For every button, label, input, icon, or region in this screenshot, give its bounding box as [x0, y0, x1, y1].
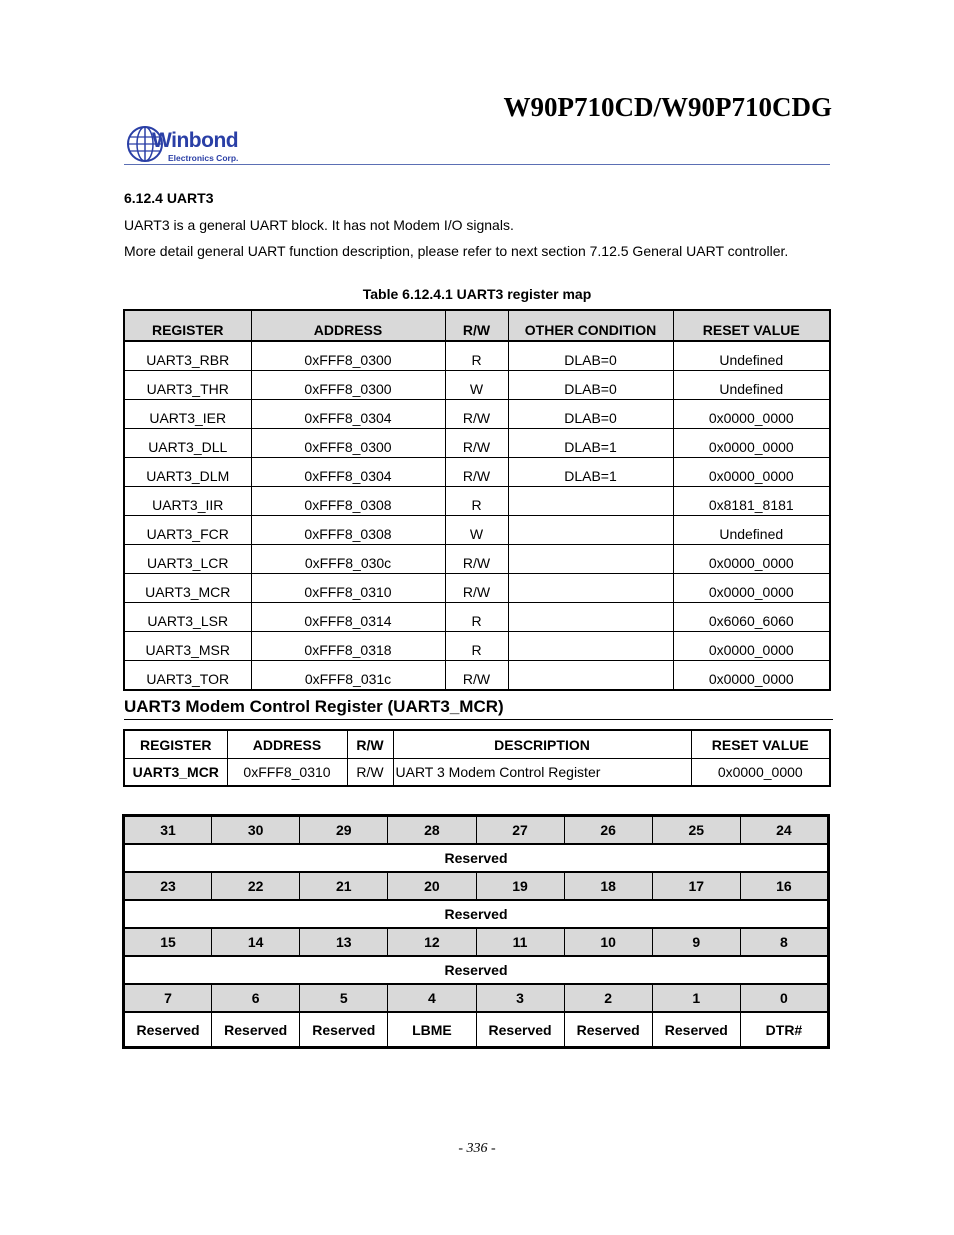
bit-number: 14	[212, 928, 300, 956]
table-row	[124, 545, 830, 574]
cell-rw: R/W	[347, 759, 393, 787]
bit-number-row	[124, 928, 829, 956]
cell-other-condition: DLAB=0	[508, 371, 673, 400]
bit-number: 24	[740, 816, 828, 845]
bit-number: 30	[212, 816, 300, 845]
cell-address: 0xFFF8_0300	[251, 429, 445, 458]
section-heading: 6.12.4 UART3	[124, 190, 214, 206]
bit-number: 12	[388, 928, 476, 956]
bit-field-name: Reserved	[124, 956, 829, 984]
bit-number: 23	[124, 872, 212, 900]
bit-number: 18	[564, 872, 652, 900]
cell-rw: W	[445, 516, 508, 545]
cell-other-condition	[508, 545, 673, 574]
bit-field-name: Reserved	[564, 1012, 652, 1048]
cell-reset-value: 0x8181_8181	[673, 487, 830, 516]
header-other-condition: OTHER CONDITION	[508, 310, 673, 341]
cell-address: 0xFFF8_0300	[251, 371, 445, 400]
bit-number: 20	[388, 872, 476, 900]
cell-other-condition	[508, 487, 673, 516]
cell-other-condition: DLAB=0	[508, 341, 673, 371]
cell-register: UART3_MCR	[124, 574, 251, 603]
cell-address: 0xFFF8_030c	[251, 545, 445, 574]
bit-field-name: LBME	[388, 1012, 476, 1048]
cell-reset-value: 0x0000_0000	[673, 632, 830, 661]
cell-register: UART3_IIR	[124, 487, 251, 516]
bit-number: 4	[388, 984, 476, 1012]
bit-field-name: Reserved	[300, 1012, 388, 1048]
cell-address: 0xFFF8_0300	[251, 341, 445, 371]
bit-number: 15	[124, 928, 212, 956]
header-rw: R/W	[445, 310, 508, 341]
logo-wordmark: Winbond	[152, 129, 239, 152]
cell-rw: R/W	[445, 400, 508, 429]
page-number: - 336 -	[458, 1141, 496, 1156]
cell-address: 0xFFF8_0304	[251, 400, 445, 429]
cell-reset-value: 0x0000_0000	[673, 661, 830, 691]
bit-field-row	[124, 1012, 829, 1048]
bit-number: 25	[652, 816, 740, 845]
header-register: REGISTER	[124, 310, 251, 341]
bit-field-row	[124, 900, 829, 928]
table-row	[124, 371, 830, 400]
header-address: ADDRESS	[251, 310, 445, 341]
cell-rw: R	[445, 603, 508, 632]
document-title: W90P710CD/W90P710CDG	[503, 92, 832, 122]
cell-other-condition	[508, 516, 673, 545]
cell-address: 0xFFF8_0310	[227, 759, 347, 787]
cell-other-condition: DLAB=1	[508, 429, 673, 458]
cell-register: UART3_MSR	[124, 632, 251, 661]
section-detail: More detail general UART function description, please refer to next section 7.12.5 General UART controller.	[124, 243, 789, 259]
cell-rw: R	[445, 341, 508, 371]
bit-field-name: DTR#	[740, 1012, 828, 1048]
cell-reset-value: 0x0000_0000	[673, 545, 830, 574]
bit-number-row	[124, 984, 829, 1012]
bit-number: 16	[740, 872, 828, 900]
table-row	[124, 603, 830, 632]
header-description: DESCRIPTION	[393, 730, 691, 759]
winbond-logo	[126, 125, 256, 167]
bit-number: 9	[652, 928, 740, 956]
bit-field-name: Reserved	[212, 1012, 300, 1048]
cell-address: 0xFFF8_031c	[251, 661, 445, 691]
table-header-row	[124, 730, 830, 759]
cell-register: UART3_THR	[124, 371, 251, 400]
mcr-heading: UART3 Modem Control Register (UART3_MCR)	[124, 697, 504, 716]
cell-rw: R	[445, 487, 508, 516]
bit-number: 3	[476, 984, 564, 1012]
bit-field-row	[124, 844, 829, 872]
bit-number: 8	[740, 928, 828, 956]
bit-number: 17	[652, 872, 740, 900]
table-row	[124, 458, 830, 487]
header-divider	[124, 164, 830, 165]
table-row	[124, 487, 830, 516]
bit-number-row	[124, 872, 829, 900]
table-row	[124, 574, 830, 603]
cell-address: 0xFFF8_0314	[251, 603, 445, 632]
bit-number: 22	[212, 872, 300, 900]
bit-field-name: Reserved	[124, 844, 829, 872]
bit-number: 27	[476, 816, 564, 845]
bit-number: 11	[476, 928, 564, 956]
cell-reset-value: 0x0000_0000	[691, 759, 830, 787]
bit-number: 5	[300, 984, 388, 1012]
cell-other-condition: DLAB=0	[508, 400, 673, 429]
cell-register: UART3_LCR	[124, 545, 251, 574]
bit-number: 2	[564, 984, 652, 1012]
cell-other-condition	[508, 603, 673, 632]
table-row	[124, 759, 830, 787]
cell-register: UART3_IER	[124, 400, 251, 429]
bit-number: 1	[652, 984, 740, 1012]
bit-field-row	[124, 956, 829, 984]
header-rw: R/W	[347, 730, 393, 759]
table-header-row	[124, 310, 830, 341]
cell-register: UART3_DLL	[124, 429, 251, 458]
bit-field-name: Reserved	[124, 900, 829, 928]
bit-number-row	[124, 816, 829, 845]
section-intro: UART3 is a general UART block. It has not Modem I/O signals.	[124, 217, 514, 233]
cell-register: UART3_LSR	[124, 603, 251, 632]
cell-register: UART3_FCR	[124, 516, 251, 545]
header-reset-value: RESET VALUE	[691, 730, 830, 759]
bit-field-name: Reserved	[124, 1012, 212, 1048]
logo-subtitle: Electronics Corp.	[168, 153, 239, 163]
header-address: ADDRESS	[227, 730, 347, 759]
bit-field-table	[122, 814, 830, 1049]
cell-reset-value: 0x6060_6060	[673, 603, 830, 632]
mcr-heading-divider	[124, 719, 833, 720]
table-row	[124, 516, 830, 545]
table-row	[124, 632, 830, 661]
cell-address: 0xFFF8_0308	[251, 516, 445, 545]
cell-reset-value: 0x0000_0000	[673, 429, 830, 458]
cell-register: UART3_DLM	[124, 458, 251, 487]
table-row	[124, 341, 830, 371]
cell-rw: R	[445, 632, 508, 661]
cell-rw: R/W	[445, 574, 508, 603]
cell-reset-value: Undefined	[673, 371, 830, 400]
bit-number: 0	[740, 984, 828, 1012]
header-reset-value: RESET VALUE	[673, 310, 830, 341]
bit-number: 19	[476, 872, 564, 900]
cell-address: 0xFFF8_0308	[251, 487, 445, 516]
cell-address: 0xFFF8_0304	[251, 458, 445, 487]
cell-reset-value: 0x0000_0000	[673, 458, 830, 487]
bit-number: 26	[564, 816, 652, 845]
cell-description: UART 3 Modem Control Register	[393, 759, 691, 787]
cell-register: UART3_TOR	[124, 661, 251, 691]
table-caption: Table 6.12.4.1 UART3 register map	[362, 286, 592, 302]
bit-number: 31	[124, 816, 212, 845]
bit-number: 21	[300, 872, 388, 900]
mcr-summary-table	[123, 729, 831, 787]
table-row	[124, 661, 830, 691]
cell-address: 0xFFF8_0310	[251, 574, 445, 603]
bit-field-name: Reserved	[476, 1012, 564, 1048]
cell-other-condition	[508, 632, 673, 661]
cell-rw: R/W	[445, 458, 508, 487]
bit-field-name: Reserved	[652, 1012, 740, 1048]
cell-address: 0xFFF8_0318	[251, 632, 445, 661]
table-row	[124, 400, 830, 429]
bit-number: 7	[124, 984, 212, 1012]
cell-reset-value: Undefined	[673, 341, 830, 371]
bit-number: 6	[212, 984, 300, 1012]
bit-number: 10	[564, 928, 652, 956]
cell-rw: W	[445, 371, 508, 400]
register-map-table	[123, 309, 831, 691]
bit-number: 28	[388, 816, 476, 845]
cell-rw: R/W	[445, 429, 508, 458]
cell-other-condition: DLAB=1	[508, 458, 673, 487]
cell-rw: R/W	[445, 661, 508, 691]
cell-rw: R/W	[445, 545, 508, 574]
bit-number: 13	[300, 928, 388, 956]
bit-number: 29	[300, 816, 388, 845]
cell-reset-value: 0x0000_0000	[673, 400, 830, 429]
cell-other-condition	[508, 661, 673, 691]
cell-other-condition	[508, 574, 673, 603]
cell-reset-value: Undefined	[673, 516, 830, 545]
table-row	[124, 429, 830, 458]
header-register: REGISTER	[124, 730, 227, 759]
cell-register: UART3_RBR	[124, 341, 251, 371]
cell-register: UART3_MCR	[124, 759, 227, 787]
cell-reset-value: 0x0000_0000	[673, 574, 830, 603]
